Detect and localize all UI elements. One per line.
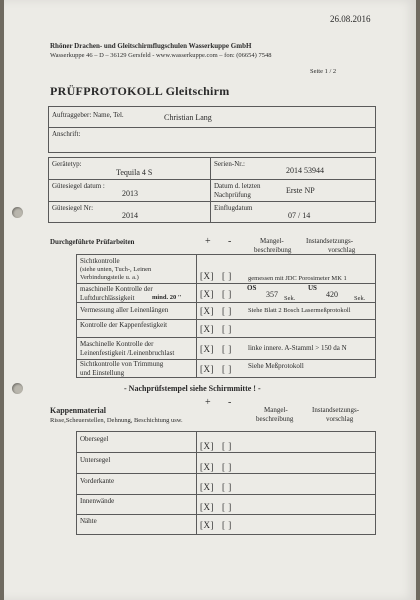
last-check-value: Erste NP (286, 186, 315, 195)
os-unit: Sek. (284, 295, 296, 302)
last-check-label-2: Nachprüfung (214, 191, 251, 199)
test-label: Sichtkontrolle von Trimmung (80, 360, 164, 368)
flight-date-value: 07 / 14 (288, 211, 311, 220)
canopy-row-label: Vorderkante (80, 477, 115, 485)
tests-repair-1: Instandsetzungs- (306, 237, 354, 245)
tests-plus: + (205, 236, 211, 247)
checkbox-plus[interactable]: [X] (200, 462, 214, 472)
test-note: linke innere. A-Stamml > 150 da N (248, 344, 347, 352)
test-label: und Einstellung (80, 369, 125, 377)
checkbox-minus[interactable]: [ ] (222, 364, 232, 374)
checkbox-plus[interactable]: [X] (200, 289, 214, 299)
canopy-heading: Kappenmaterial (50, 406, 106, 415)
canopy-defect-1: Mangel- (264, 406, 288, 414)
client-name: Christian Lang (164, 113, 212, 122)
stamp-note: - Nachprüfstempel siehe Schirmmitte ! - (124, 384, 261, 393)
school-address: Wasserkuppe 46 – D – 36129 Gersfeld - www.wasserkuppe.com – fon: (06654) 7548 (50, 52, 272, 59)
test-label: Kontrolle der Kappenfestigkeit (80, 321, 168, 329)
test-label: Leinenfestigkeit /Leinenbruchlast (80, 349, 175, 357)
tests-defect-2: beschreibung (254, 246, 292, 254)
checkbox-minus[interactable]: [ ] (222, 324, 232, 334)
canopy-minus: - (228, 397, 232, 408)
canopy-subheading: Risse,Scheuerstellen, Dehnung, Beschichtung usw. (50, 417, 183, 424)
document-page (4, 0, 416, 600)
canopy-repair-2: vorschlag (326, 415, 354, 423)
punch-hole (12, 383, 23, 394)
test-note: Siehe Blatt 2 Bosch Lasermeßprotokoll (248, 307, 351, 314)
checkbox-plus[interactable]: [X] (200, 441, 214, 451)
checkbox-minus[interactable]: [ ] (222, 344, 232, 354)
device-type-label: Gerätetyp: (52, 160, 82, 168)
checkbox-minus[interactable]: [ ] (222, 502, 232, 512)
punch-hole (12, 207, 23, 218)
us-unit: Sek. (354, 295, 366, 302)
checkbox-minus[interactable]: [ ] (222, 289, 232, 299)
checkbox-plus[interactable]: [X] (200, 306, 214, 316)
canopy-defect-2: beschreibung (256, 415, 294, 423)
canopy-row-label: Nähte (80, 517, 97, 525)
os-label: OS (247, 284, 257, 292)
test-note: gemessen mit JDC Porosimeter MK 1 (248, 275, 347, 282)
test-label: Verbindungsteile u. a.) (80, 274, 139, 281)
seal-nr-label: Gütesiegel Nr: (52, 204, 94, 212)
page-number: Seite 1 / 2 (310, 68, 337, 75)
checkbox-minus[interactable]: [ ] (222, 520, 232, 530)
canopy-plus: + (205, 397, 211, 408)
test-note: Siehe Meßprotokoll (248, 362, 304, 370)
checkbox-plus[interactable]: [X] (200, 271, 214, 281)
serial-label: Serien-Nr.: (214, 160, 245, 168)
checkbox-plus[interactable]: [X] (200, 324, 214, 334)
checkbox-minus[interactable]: [ ] (222, 271, 232, 281)
tests-minus: - (228, 236, 232, 247)
checkbox-minus[interactable]: [ ] (222, 462, 232, 472)
test-label: Sichtkontrolle (80, 257, 120, 265)
flight-date-label: Einflugdatum (214, 204, 253, 212)
seal-date-label: Gütesiegel datum : (52, 182, 105, 190)
porosity-minimum: mind. 20 '' (152, 294, 182, 301)
os-value: 357 (266, 290, 278, 299)
device-box (48, 157, 376, 223)
device-type-value: Tequila 4 S (116, 168, 153, 177)
document-title: PRÜFPROTOKOLL Gleitschirm (50, 84, 230, 98)
test-label: Luftdurchlässigkeit (80, 294, 135, 302)
canopy-repair-1: Instandsetzungs- (312, 406, 360, 414)
address-label: Anschrift: (52, 130, 81, 138)
serial-value: 2014 53944 (286, 166, 324, 175)
tests-heading: Durchgeführte Prüfarbeiten (50, 238, 135, 246)
checkbox-plus[interactable]: [X] (200, 364, 214, 374)
document-date: 26.08.2016 (330, 14, 371, 24)
canopy-row-label: Obersegel (80, 435, 109, 443)
test-label: Vermessung aller Leinenlängen (80, 306, 169, 314)
test-label: (siehe unten, Tuch-, Leinen (80, 266, 152, 273)
checkbox-plus[interactable]: [X] (200, 344, 214, 354)
us-label: US (308, 284, 317, 292)
checkbox-plus[interactable]: [X] (200, 502, 214, 512)
test-label: Maschinelle Kontrolle der (80, 340, 154, 348)
last-check-label-1: Datum d. letzten (214, 182, 261, 190)
canopy-row-label: Untersegel (80, 456, 111, 464)
seal-date-value: 2013 (122, 189, 138, 198)
canopy-row-label: Innenwände (80, 497, 115, 505)
tests-repair-2: vorschlag (328, 246, 356, 254)
tests-defect-1: Mangel- (260, 237, 284, 245)
test-label: maschinelle Kontrolle der (80, 285, 153, 293)
checkbox-minus[interactable]: [ ] (222, 441, 232, 451)
us-value: 420 (326, 290, 338, 299)
client-label: Auftraggeber: Name, Tel. (52, 111, 124, 119)
checkbox-plus[interactable]: [X] (200, 482, 214, 492)
seal-nr-value: 2014 (122, 211, 138, 220)
checkbox-minus[interactable]: [ ] (222, 306, 232, 316)
checkbox-plus[interactable]: [X] (200, 520, 214, 530)
school-name: Rhöner Drachen- und Gleitschirmflugschulen Wasserkuppe GmbH (50, 42, 252, 50)
checkbox-minus[interactable]: [ ] (222, 482, 232, 492)
